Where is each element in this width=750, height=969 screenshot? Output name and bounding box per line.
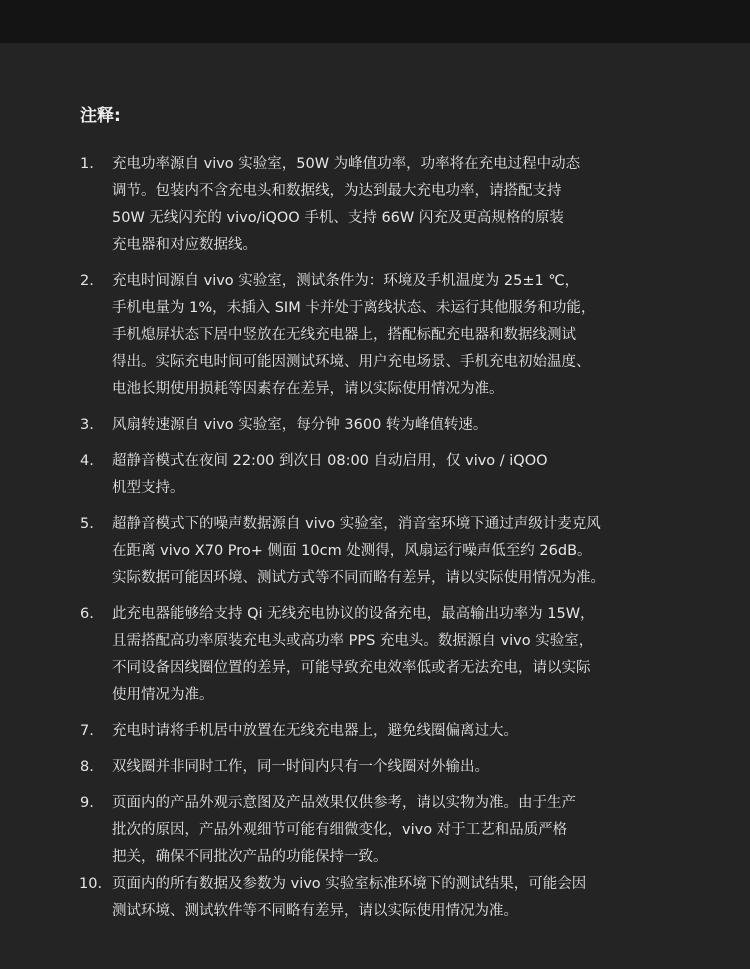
note-number: 8.	[80, 759, 94, 775]
note-line: 实际数据可能因环境、测试方式等不同而略有差异，请以实际使用情况为准。	[112, 570, 605, 586]
note-line: 在距离 vivo X70 Pro+ 侧面 10cm 处测得，风扇运行噪声低至约 26dB。	[112, 543, 592, 559]
note-line: 电池长期使用损耗等因素存在差异，请以实际使用情况为准。	[112, 381, 504, 397]
note-item	[80, 448, 720, 502]
note-line: 此充电器能够给支持 Qi 无线充电协议的设备充电，最高输出功率为 15W，	[112, 606, 595, 622]
note-number: 5.	[80, 516, 94, 532]
note-line: 使用情况为准。	[112, 687, 214, 703]
note-number: 2.	[80, 273, 94, 289]
note-line: 充电功率源自 vivo 实验室，50W 为峰值功率，功率将在充电过程中动态	[112, 156, 581, 172]
note-line: 充电时请将手机居中放置在无线充电器上，避免线圈偏离过大。	[112, 723, 518, 739]
note-line: 调节。包装内不含充电头和数据线，为达到最大充电功率，请搭配支持	[112, 183, 562, 199]
note-line: 页面内的所有数据及参数为 vivo 实验室标准环境下的测试结果，可能会因	[112, 876, 587, 892]
note-number: 9.	[80, 795, 94, 811]
note-line: 超静音模式在夜间 22:00 到次日 08:00 自动启用，仅 vivo / iQOO	[112, 453, 548, 469]
note-line: 机型支持。	[112, 480, 185, 496]
note-item	[80, 871, 720, 925]
note-number: 4.	[80, 453, 94, 469]
note-number: 1.	[80, 156, 94, 172]
note-item	[80, 718, 720, 745]
note-line: 把关，确保不同批次产品的功能保持一致。	[112, 849, 388, 865]
note-number: 7.	[80, 723, 94, 739]
note-line: 充电时间源自 vivo 实验室，测试条件为：环境及手机温度为 25±1 ℃，	[112, 273, 580, 289]
note-line: 手机熄屏状态下居中竖放在无线充电器上，搭配标配充电器和数据线测试	[112, 327, 576, 343]
note-line: 页面内的产品外观示意图及产品效果仅供参考，请以实物为准。由于生产	[112, 795, 576, 811]
note-line: 充电器和对应数据线。	[112, 237, 257, 253]
note-line: 手机电量为 1%，未插入 SIM 卡并处于离线状态、未运行其他服务和功能，	[112, 300, 596, 316]
notes-title: 注释:	[80, 106, 121, 126]
note-number: 6.	[80, 606, 94, 622]
note-line: 双线圈并非同时工作，同一时间内只有一个线圈对外输出。	[112, 759, 489, 775]
note-item	[80, 601, 720, 709]
note-item	[80, 790, 720, 871]
note-item	[80, 754, 720, 781]
top-bar	[0, 0, 750, 43]
note-item	[80, 151, 720, 259]
note-item	[80, 412, 720, 439]
note-item	[80, 511, 720, 592]
note-line: 不同设备因线圈位置的差异，可能导致充电效率低或者无法充电，请以实际	[112, 660, 591, 676]
note-line: 测试环境、测试软件等不同略有差异，请以实际使用情况为准。	[112, 903, 518, 919]
note-line: 得出。实际充电时间可能因测试环境、用户充电场景、手机充电初始温度、	[112, 354, 591, 370]
note-line: 风扇转速源自 vivo 实验室，每分钟 3600 转为峰值转速。	[112, 417, 488, 433]
note-line: 50W 无线闪充的 vivo/iQOO 手机、支持 66W 闪充及更高规格的原装	[112, 210, 564, 226]
note-line: 超静音模式下的噪声数据源自 vivo 实验室，消音室环境下通过声级计麦克风	[112, 516, 601, 532]
note-number: 10.	[79, 876, 103, 892]
notes-list	[80, 151, 720, 934]
note-line: 批次的原因，产品外观细节可能有细微变化，vivo 对于工艺和品质严格	[112, 822, 568, 838]
note-number: 3.	[80, 417, 94, 433]
note-line: 且需搭配高功率原装充电头或高功率 PPS 充电头。数据源自 vivo 实验室，	[112, 633, 594, 649]
note-item	[80, 268, 720, 403]
